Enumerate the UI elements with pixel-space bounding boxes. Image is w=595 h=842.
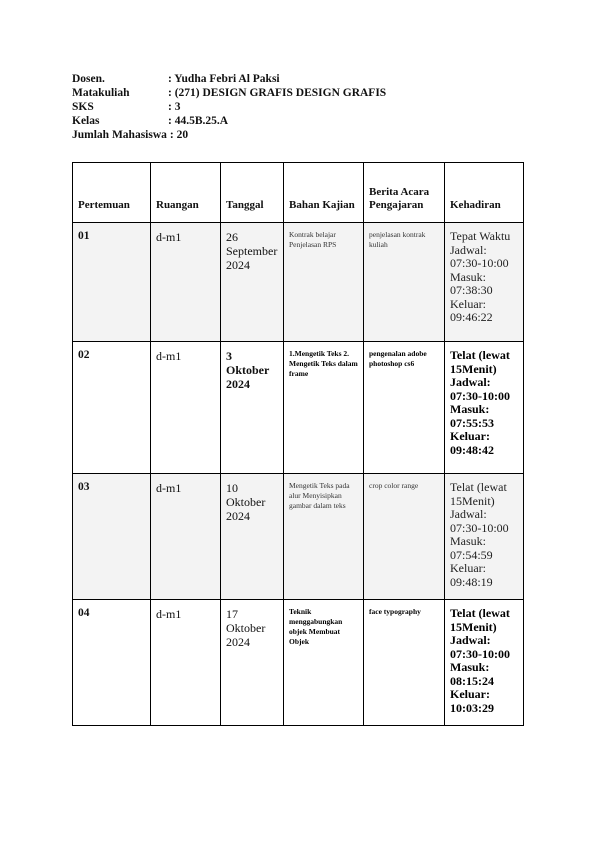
cell-pertemuan: 03 xyxy=(73,474,151,600)
cell-berita-acara: penjelasan kontrak kuliah xyxy=(364,223,445,342)
cell-tanggal: 3 Oktober 2024 xyxy=(221,342,284,474)
sks-value: : 3 xyxy=(168,101,181,113)
dosen-value: : Yudha Febri Al Paksi xyxy=(168,73,280,85)
cell-pertemuan: 02 xyxy=(73,342,151,474)
cell-bahan-kajian: Kontrak belajar Penjelasan RPS xyxy=(284,223,364,342)
cell-tanggal: 17 Oktober 2024 xyxy=(221,600,284,726)
table-header-row xyxy=(73,163,524,223)
attendance-table xyxy=(72,162,524,726)
kelas-row xyxy=(72,114,386,128)
jumlah-mahasiswa-row xyxy=(72,128,386,142)
cell-ruangan: d-m1 xyxy=(151,342,221,474)
table-row xyxy=(73,223,524,342)
cell-tanggal: 10 Oktober 2024 xyxy=(221,474,284,600)
cell-kehadiran: Telat (lewat 15Menit) Jadwal: 07:30-10:00 Masuk: 07:55:53 Keluar: 09:48:42 xyxy=(445,342,524,474)
jumlah-value: : 20 xyxy=(169,129,189,141)
header-kehadiran: Kehadiran xyxy=(445,163,524,223)
matakuliah-value: : (271) DESIGN GRAFIS DESIGN GRAFIS xyxy=(168,87,387,99)
sks-row xyxy=(72,100,386,114)
header-bahan-kajian: Bahan Kajian xyxy=(284,163,364,223)
table-row xyxy=(73,600,524,726)
cell-bahan-kajian: Teknik menggabungkan objek Membuat Objek xyxy=(284,600,364,726)
matakuliah-label: Matakuliah xyxy=(72,87,130,99)
cell-ruangan: d-m1 xyxy=(151,223,221,342)
jumlah-label: Jumlah Mahasiswa xyxy=(72,129,167,141)
cell-bahan-kajian: 1.Mengetik Teks 2. Mengetik Teks dalam frame xyxy=(284,342,364,474)
table-row xyxy=(73,342,524,474)
header-pertemuan: Pertemuan xyxy=(73,163,151,223)
table-row xyxy=(73,474,524,600)
header-ruangan: Ruangan xyxy=(151,163,221,223)
kelas-value: : 44.5B.25.A xyxy=(168,115,229,127)
cell-kehadiran: Telat (lewat 15Menit) Jadwal: 07:30-10:00 Masuk: 07:54:59 Keluar: 09:48:19 xyxy=(445,474,524,600)
matakuliah-row xyxy=(72,86,386,100)
header-berita-acara: Berita Acara Pengajaran xyxy=(364,163,445,223)
cell-kehadiran: Telat (lewat 15Menit) Jadwal: 07:30-10:00 Masuk: 08:15:24 Keluar: 10:03:29 xyxy=(445,600,524,726)
cell-berita-acara: pengenalan adobe photoshop cs6 xyxy=(364,342,445,474)
header-tanggal: Tanggal xyxy=(221,163,284,223)
cell-berita-acara: face typography xyxy=(364,600,445,726)
dosen-row xyxy=(72,72,386,86)
cell-pertemuan: 01 xyxy=(73,223,151,342)
dosen-label: Dosen. xyxy=(72,73,105,85)
kelas-label: Kelas xyxy=(72,115,100,127)
cell-kehadiran: Tepat Waktu Jadwal: 07:30-10:00 Masuk: 07:38:30 Keluar: 09:46:22 xyxy=(445,223,524,342)
cell-berita-acara: crop color range xyxy=(364,474,445,600)
course-info xyxy=(72,72,386,142)
cell-ruangan: d-m1 xyxy=(151,474,221,600)
cell-pertemuan: 04 xyxy=(73,600,151,726)
sks-label: SKS xyxy=(72,101,94,113)
cell-tanggal: 26 September 2024 xyxy=(221,223,284,342)
cell-bahan-kajian: Mengetik Teks pada alur Menyisipkan gambar dalam teks xyxy=(284,474,364,600)
cell-ruangan: d-m1 xyxy=(151,600,221,726)
